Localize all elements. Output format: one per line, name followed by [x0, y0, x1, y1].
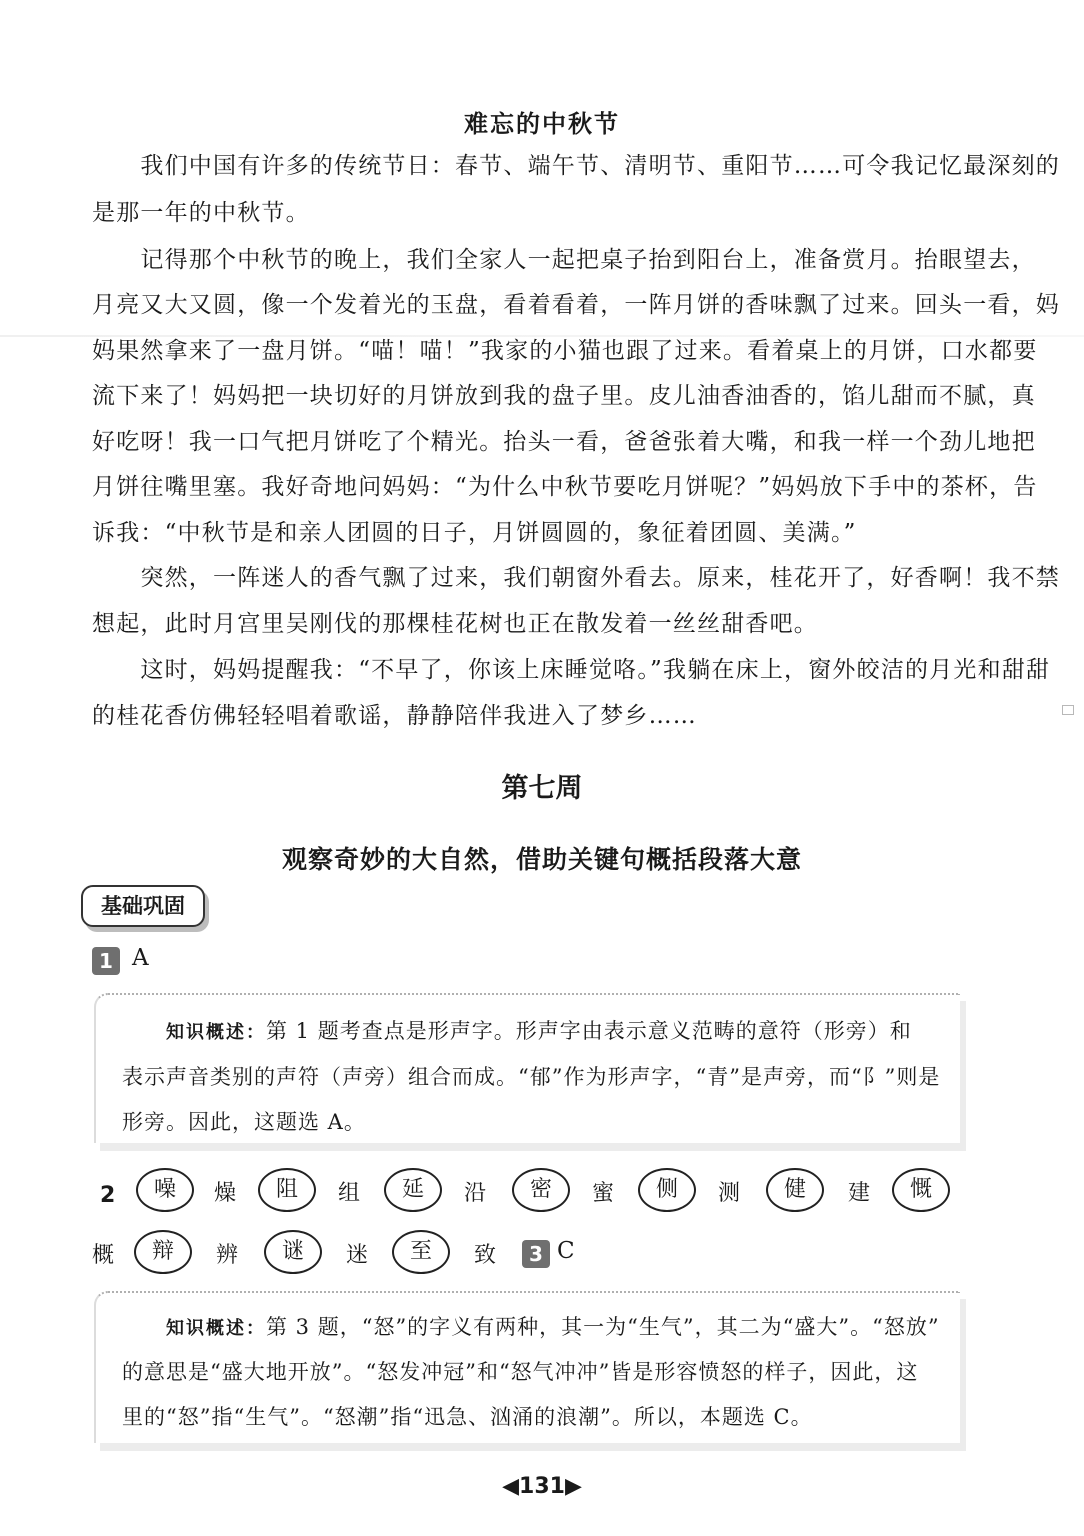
note-line: 表示声音类别的声符（声旁）组合而成。“郁”作为形声字，“青”是声旁，而“阝”则是 [122, 1065, 941, 1089]
section-badge: 基础巩固 [81, 885, 205, 927]
essay-line: 的桂花香仿佛轻轻唱着歌谣，静静陪伴我进入了梦乡…… [92, 703, 697, 729]
plain-char: 蜜 [592, 1181, 615, 1206]
note-line: 形旁。因此，这题选 A。 [122, 1110, 366, 1134]
page-number: ◀131▶ [502, 1474, 582, 1499]
circled-char: 谜 [264, 1230, 322, 1274]
circled-char: 至 [392, 1230, 450, 1274]
plain-char: 概 [92, 1243, 115, 1268]
week-title: 第七周 [501, 773, 583, 804]
note-line: 里的“怒”指“生气”。“怒潮”指“迅急、汹涌的浪潮”。所以，本题选 C。 [122, 1405, 813, 1429]
side-tab-decoration [1028, 548, 1050, 770]
note-line [166, 1311, 940, 1341]
note-label: 知识概述： [166, 1318, 266, 1339]
essay-line: 月亮又大又圆，像一个发着光的玉盘，看着看着，一阵月饼的香味飘了过来。回头一看，妈 [92, 292, 1060, 318]
question-1-answer: A [132, 945, 149, 971]
plain-char: 迷 [346, 1243, 369, 1268]
essay-line: 妈果然拿来了一盘月饼。“喵！喵！”我家的小猫也跟了过来。看着桌上的月饼，口水都要 [92, 338, 1038, 364]
circled-char: 延 [384, 1168, 442, 1212]
note-line [166, 1015, 912, 1045]
circled-char: 辩 [134, 1230, 192, 1274]
note-label: 知识概述： [166, 1022, 266, 1043]
plain-char: 燥 [214, 1181, 237, 1206]
essay-line: 流下来了！妈妈把一块切好的月饼放到我的盘子里。皮儿油香油香的，馅儿甜而不腻，真 [92, 383, 1036, 409]
side-mark-decoration [1062, 705, 1074, 715]
essay-line: 诉我：“中秋节是和亲人团圆的日子，月饼圆圆的，象征着团圆、美满。” [92, 520, 857, 546]
question-3-number: 3 [522, 1240, 550, 1268]
circled-char: 侧 [638, 1168, 696, 1212]
essay-line: 记得那个中秋节的晚上，我们全家人一起把桌子抬到阳台上，准备赏月。抬眼望去， [92, 247, 1036, 273]
topic-title: 观察奇妙的大自然，借助关键句概括段落大意 [281, 845, 802, 874]
char-row-2 [92, 1230, 692, 1280]
essay-line: 月饼往嘴里塞。我好奇地问妈妈：“为什么中秋节要吃月饼呢？”妈妈放下手中的茶杯，告 [92, 474, 1038, 500]
essay-line: 想起，此时月宫里吴刚伐的那棵桂花树也正在散发着一丝丝甜香吧。 [92, 611, 818, 637]
plain-char: 辨 [216, 1243, 239, 1268]
note-text: 第 1 题考查点是形声字。形声字由表示意义范畴的意符（形旁）和 [266, 1019, 912, 1043]
circled-char: 阻 [258, 1168, 316, 1212]
circled-char: 噪 [136, 1168, 194, 1212]
circled-char: 密 [512, 1168, 570, 1212]
plain-char: 组 [338, 1181, 361, 1206]
circled-char: 健 [766, 1168, 824, 1212]
essay-title: 难忘的中秋节 [464, 109, 620, 138]
note-box-q3 [94, 1291, 960, 1443]
note-box-q1 [94, 993, 960, 1143]
circled-char: 慨 [892, 1168, 950, 1212]
note-line: 的意思是“盛大地开放”。“怒发冲冠”和“怒气冲冲”皆是形容愤怒的样子，因此，这 [122, 1360, 919, 1384]
essay-line: 我们中国有许多的传统节日：春节、端午节、清明节、重阳节……可令我记忆最深刻的 [92, 153, 1060, 179]
plain-char: 测 [718, 1181, 741, 1206]
plain-char: 建 [848, 1181, 871, 1206]
plain-char: 致 [474, 1243, 497, 1268]
question-3-answer: C [557, 1238, 575, 1264]
question-1-number: 1 [92, 947, 120, 975]
essay-line: 是那一年的中秋节。 [92, 200, 310, 226]
plain-char: 沿 [464, 1181, 487, 1206]
char-row-1 [92, 1168, 972, 1218]
note-text: 第 3 题，“怒”的字义有两种，其一为“生气”，其二为“盛大”。“怒放” [266, 1315, 940, 1339]
essay-line: 这时，妈妈提醒我：“不早了，你该上床睡觉咯。”我躺在床上，窗外皎洁的月光和甜甜 [92, 657, 1051, 683]
essay-line: 好吃呀！我一口气把月饼吃了个精光。抬头一看，爸爸张着大嘴，和我一样一个劲儿地把 [92, 429, 1036, 455]
essay-line: 突然，一阵迷人的香气飘了过来，我们朝窗外看去。原来，桂花开了，好香啊！我不禁 [92, 565, 1060, 591]
question-2-number: 2 [100, 1183, 116, 1208]
